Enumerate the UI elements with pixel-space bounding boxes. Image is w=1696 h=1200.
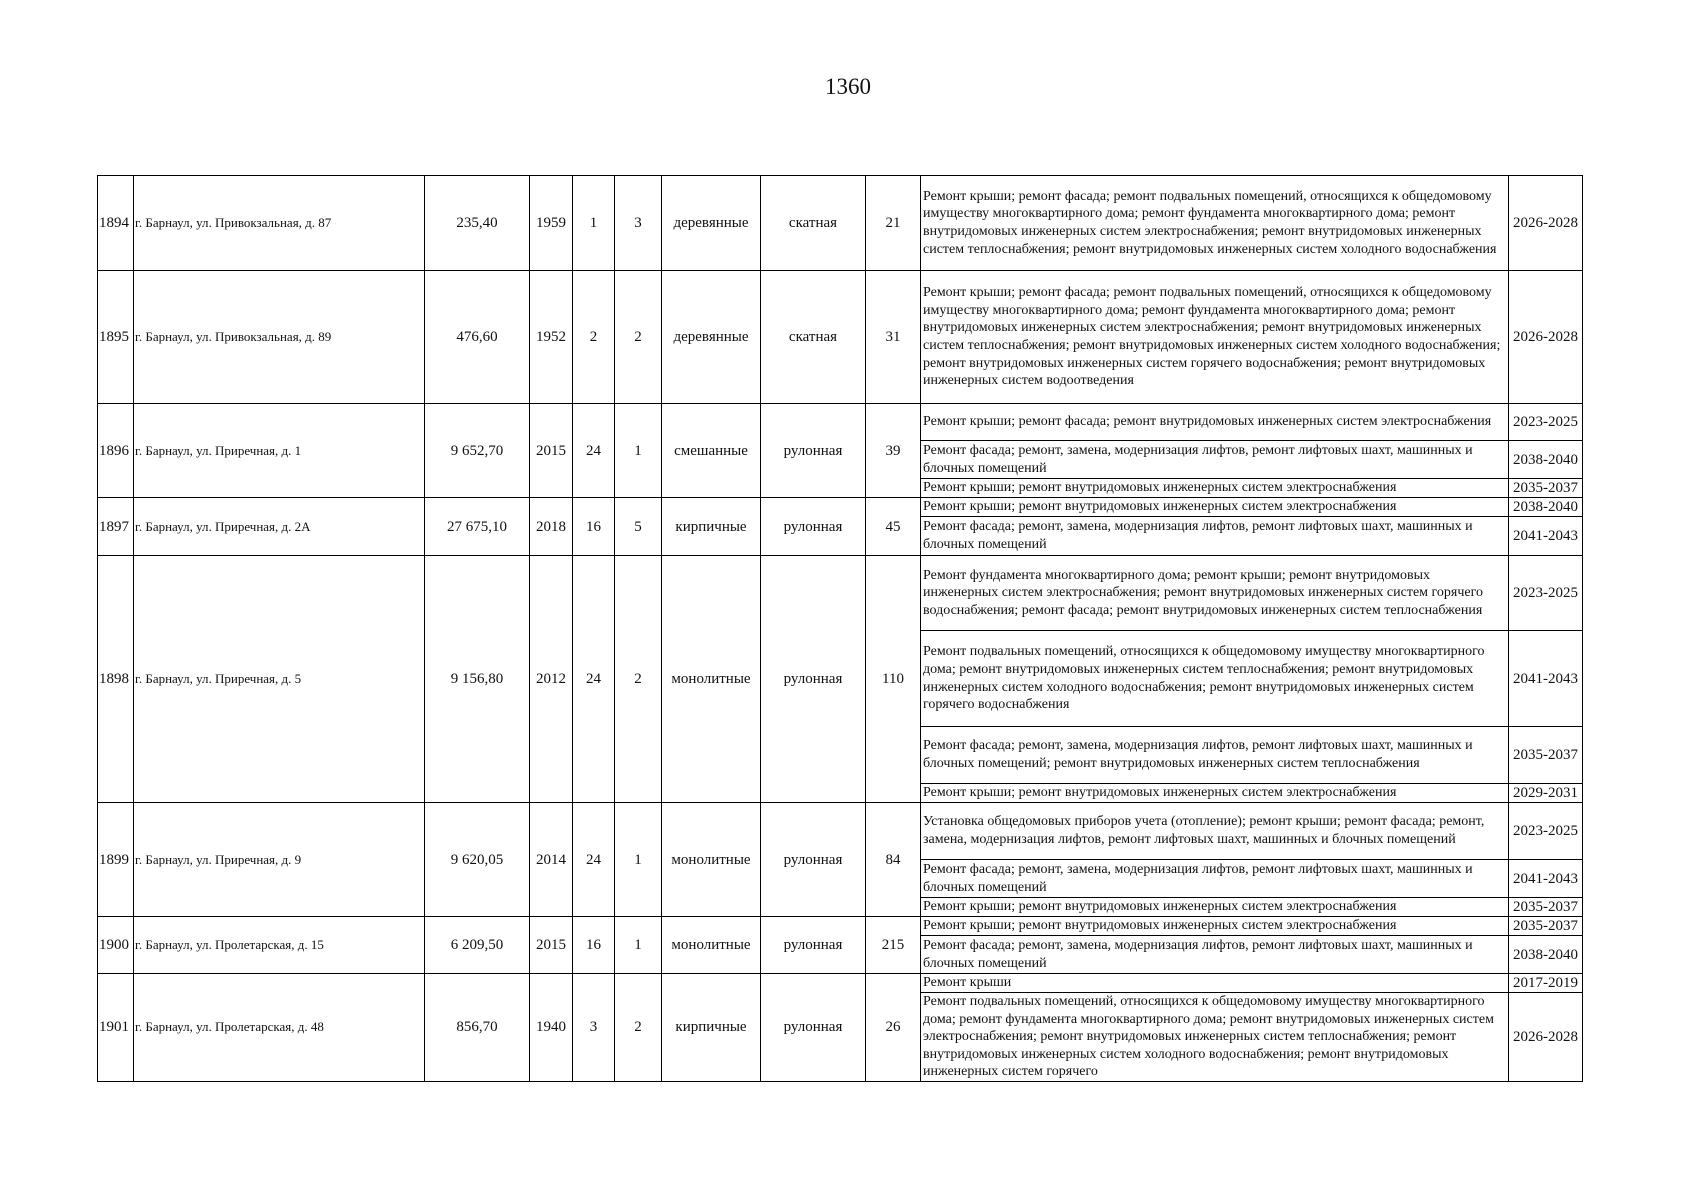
table-row [98,974,1583,993]
address-cell: г. Барнаул, ул. Приречная, д. 9 [134,803,425,917]
roof-cell: рулонная [761,498,866,556]
work-description-cell: Установка общедомовых приборов учета (отопление); ремонт крыши; ремонт фасада; ремонт, замена, модернизация лифтов, ремонт лифтовых шахт, машинных и блочных помещений [921,803,1509,860]
number-cell: 1898 [98,556,134,803]
period-cell: 2035-2037 [1509,479,1583,498]
area-cell: 9 620,05 [425,803,530,917]
year-cell: 2015 [530,404,573,498]
residents-cell: 84 [866,803,921,917]
residents-cell: 45 [866,498,921,556]
entrances-cell: 2 [615,271,662,404]
residents-cell: 215 [866,917,921,974]
roof-cell: рулонная [761,803,866,917]
year-cell: 1952 [530,271,573,404]
table-row [98,176,1583,271]
floors-cell: 3 [573,974,615,1082]
work-description-cell: Ремонт крыши; ремонт внутридомовых инженерных систем электроснабжения [921,784,1509,803]
table-row [98,271,1583,404]
roof-cell: рулонная [761,917,866,974]
number-cell: 1895 [98,271,134,404]
period-cell: 2023-2025 [1509,803,1583,860]
address-cell: г. Барнаул, ул. Приречная, д. 5 [134,556,425,803]
repair-schedule-table [97,175,1583,1082]
area-cell: 6 209,50 [425,917,530,974]
table-row [98,803,1583,860]
table-body [98,176,1583,1082]
table-row [98,404,1583,441]
floors-cell: 16 [573,498,615,556]
walls-cell: кирпичные [662,974,761,1082]
entrances-cell: 3 [615,176,662,271]
floors-cell: 24 [573,404,615,498]
work-description-cell: Ремонт фасада; ремонт, замена, модернизация лифтов, ремонт лифтовых шахт, машинных и блочных помещений [921,860,1509,898]
number-cell: 1894 [98,176,134,271]
work-description-cell: Ремонт подвальных помещений, относящихся к общедомовому имуществу многоквартирного дома; ремонт фундамента многоквартирного дома; ремонт внутридомовых инженерных систем электроснабжения; ремонт внутридомовых инженерных систем теплоснабжения; ремонт внутридомовых инженерных систем холодного водоснабжения; ремонт внутридомовых инженерных систем горячего [921,993,1509,1082]
number-cell: 1899 [98,803,134,917]
page-number: 1360 [825,74,871,99]
work-description-cell: Ремонт крыши; ремонт внутридомовых инженерных систем электроснабжения [921,479,1509,498]
year-cell: 2014 [530,803,573,917]
entrances-cell: 2 [615,974,662,1082]
period-cell: 2029-2031 [1509,784,1583,803]
walls-cell: монолитные [662,803,761,917]
walls-cell: монолитные [662,556,761,803]
period-cell: 2026-2028 [1509,176,1583,271]
number-cell: 1897 [98,498,134,556]
work-description-cell: Ремонт фасада; ремонт, замена, модернизация лифтов, ремонт лифтовых шахт, машинных и блочных помещений [921,936,1509,974]
roof-cell: рулонная [761,974,866,1082]
work-description-cell: Ремонт крыши [921,974,1509,993]
area-cell: 476,60 [425,271,530,404]
period-cell: 2035-2037 [1509,917,1583,936]
entrances-cell: 2 [615,556,662,803]
entrances-cell: 1 [615,917,662,974]
address-cell: г. Барнаул, ул. Привокзальная, д. 89 [134,271,425,404]
residents-cell: 26 [866,974,921,1082]
table-row [98,498,1583,517]
area-cell: 9 156,80 [425,556,530,803]
period-cell: 2023-2025 [1509,404,1583,441]
year-cell: 1959 [530,176,573,271]
work-description-cell: Ремонт крыши; ремонт внутридомовых инженерных систем электроснабжения [921,498,1509,517]
period-cell: 2038-2040 [1509,936,1583,974]
period-cell: 2038-2040 [1509,498,1583,517]
floors-cell: 24 [573,803,615,917]
floors-cell: 2 [573,271,615,404]
work-description-cell: Ремонт фасада; ремонт, замена, модернизация лифтов, ремонт лифтовых шахт, машинных и блочных помещений; ремонт внутридомовых инженерных систем теплоснабжения [921,727,1509,784]
area-cell: 27 675,10 [425,498,530,556]
period-cell: 2017-2019 [1509,974,1583,993]
work-description-cell: Ремонт подвальных помещений, относящихся к общедомовому имуществу многоквартирного дома; ремонт внутридомовых инженерных систем теплоснабжения; ремонт внутридомовых инженерных систем холодного водоснабжения; ремонт внутридомовых инженерных систем горячего водоснабжения [921,631,1509,727]
area-cell: 856,70 [425,974,530,1082]
residents-cell: 21 [866,176,921,271]
floors-cell: 16 [573,917,615,974]
residents-cell: 31 [866,271,921,404]
year-cell: 2018 [530,498,573,556]
walls-cell: смешанные [662,404,761,498]
address-cell: г. Барнаул, ул. Пролетарская, д. 15 [134,917,425,974]
work-description-cell: Ремонт крыши; ремонт фасада; ремонт внутридомовых инженерных систем электроснабжения [921,404,1509,441]
year-cell: 1940 [530,974,573,1082]
work-description-cell: Ремонт крыши; ремонт фасада; ремонт подвальных помещений, относящихся к общедомовому имуществу многоквартирного дома; ремонт фундамента многоквартирного дома; ремонт внутридомовых инженерных систем электроснабжения; ремонт внутридомовых инженерных систем теплоснабжения; ремонт внутридомовых инженерных систем холодного водоснабжения; ремонт внутридомовых инженерных систем горячего водоснабжения; ремонт внутридомовых инженерных систем водоотведения [921,271,1509,404]
address-cell: г. Барнаул, ул. Приречная, д. 1 [134,404,425,498]
period-cell: 2041-2043 [1509,860,1583,898]
number-cell: 1901 [98,974,134,1082]
work-description-cell: Ремонт крыши; ремонт внутридомовых инженерных систем электроснабжения [921,917,1509,936]
period-cell: 2023-2025 [1509,556,1583,631]
roof-cell: рулонная [761,556,866,803]
address-cell: г. Барнаул, ул. Пролетарская, д. 48 [134,974,425,1082]
work-description-cell: Ремонт крыши; ремонт внутридомовых инженерных систем электроснабжения [921,898,1509,917]
period-cell: 2038-2040 [1509,441,1583,479]
entrances-cell: 1 [615,803,662,917]
period-cell: 2026-2028 [1509,271,1583,404]
work-description-cell: Ремонт фундамента многоквартирного дома; ремонт крыши; ремонт внутридомовых инженерных систем электроснабжения; ремонт внутридомовых инженерных систем горячего водоснабжения; ремонт фасада; ремонт внутридомовых инженерных систем теплоснабжения [921,556,1509,631]
period-cell: 2041-2043 [1509,631,1583,727]
roof-cell: рулонная [761,404,866,498]
address-cell: г. Барнаул, ул. Привокзальная, д. 87 [134,176,425,271]
residents-cell: 39 [866,404,921,498]
entrances-cell: 1 [615,404,662,498]
walls-cell: кирпичные [662,498,761,556]
period-cell: 2035-2037 [1509,727,1583,784]
address-cell: г. Барнаул, ул. Приречная, д. 2А [134,498,425,556]
period-cell: 2041-2043 [1509,517,1583,556]
period-cell: 2035-2037 [1509,898,1583,917]
area-cell: 9 652,70 [425,404,530,498]
roof-cell: скатная [761,176,866,271]
area-cell: 235,40 [425,176,530,271]
walls-cell: деревянные [662,176,761,271]
roof-cell: скатная [761,271,866,404]
table-row [98,556,1583,631]
work-description-cell: Ремонт крыши; ремонт фасада; ремонт подвальных помещений, относящихся к общедомовому имуществу многоквартирного дома; ремонт фундамента многоквартирного дома; ремонт внутридомовых инженерных систем электроснабжения; ремонт внутридомовых инженерных систем теплоснабжения; ремонт внутридомовых инженерных систем холодного водоснабжения [921,176,1509,271]
floors-cell: 24 [573,556,615,803]
work-description-cell: Ремонт фасада; ремонт, замена, модернизация лифтов, ремонт лифтовых шахт, машинных и блочных помещений [921,517,1509,556]
number-cell: 1900 [98,917,134,974]
walls-cell: монолитные [662,917,761,974]
entrances-cell: 5 [615,498,662,556]
walls-cell: деревянные [662,271,761,404]
residents-cell: 110 [866,556,921,803]
year-cell: 2012 [530,556,573,803]
table-row [98,917,1583,936]
work-description-cell: Ремонт фасада; ремонт, замена, модернизация лифтов, ремонт лифтовых шахт, машинных и блочных помещений [921,441,1509,479]
floors-cell: 1 [573,176,615,271]
year-cell: 2015 [530,917,573,974]
number-cell: 1896 [98,404,134,498]
period-cell: 2026-2028 [1509,993,1583,1082]
